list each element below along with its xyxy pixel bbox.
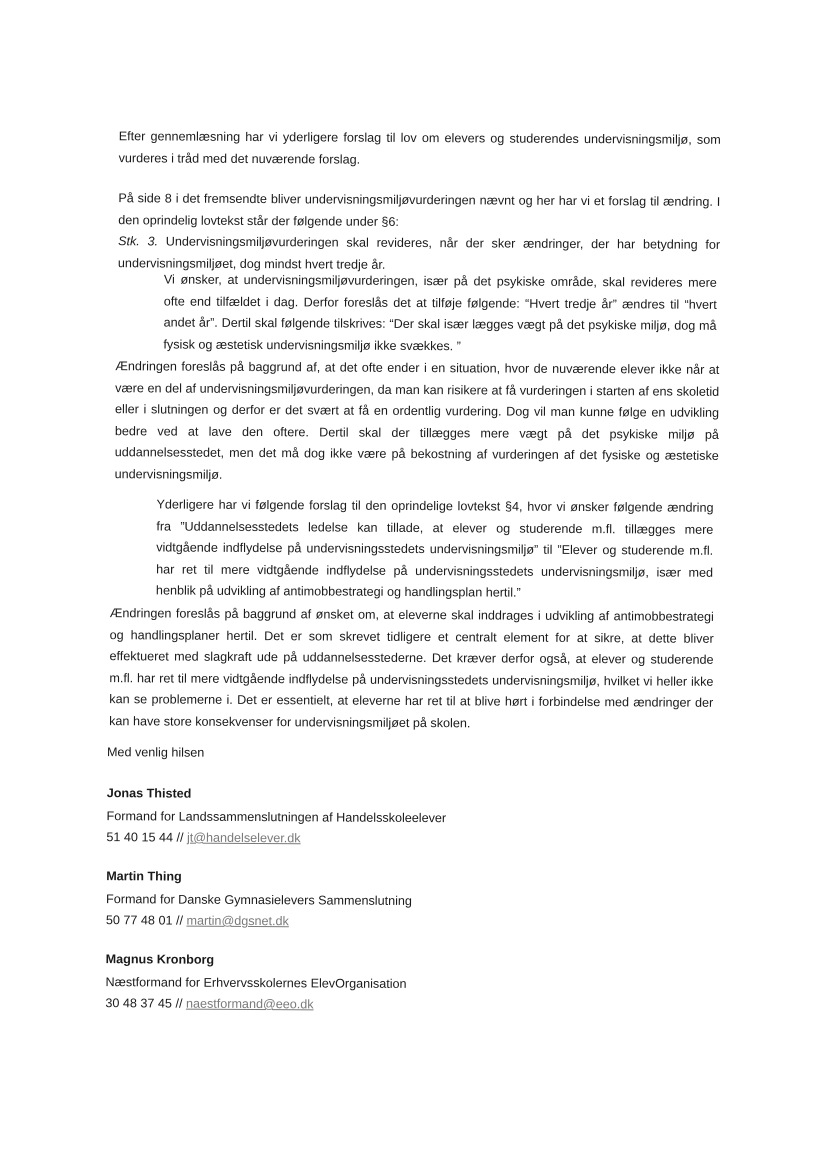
signatory-contact — [105, 993, 313, 1016]
proposal2-quote: Yderligere har vi følgende forslag til den oprindelige lovtekst §4, hvor vi ønsker følgende ændring fra ”Uddannelsesstedets ledelse kan tillade, at elever og studerende m.fl. tillægges mere vidtgående indflydelse på undervisningsstedets undervisningsmiljø” til ”Elever og studerende m.fl. har ret til mere vidtgående indflydelse på undervisningsstedets undervisningsmiljø, især med henblik på udvikling af antimobbestrategi og handlingsplan hertil.” — [155, 497, 714, 600]
signatory-phone: 30 48 37 45 // — [105, 996, 187, 1011]
stk3-label: Stk. 3. — [118, 234, 159, 249]
signatory-contact — [106, 910, 289, 933]
signatory-contact — [106, 827, 300, 850]
intro-paragraph: Efter gennemlæsning har vi yderligere forslag til lov om elevers og studerendes undervisningsmiljø, som vurderes i tråd med det nuværende forslag. — [118, 129, 721, 167]
proposal1-quote: Vi ønsker, at undervisningsmiljøvurderingen, især på det psykiske område, skal revideres mere ofte end tilfældet i dag. Derfor foreslås det at tilføje følgende: “Hvert tredje år” ændres til “hvert andet år”. Dertil skal følgende tilskrives: “Der skal især lægges vægt på det psykiske miljø, dog må fysisk og æstetisk undervisningsmiljø ikke svækkes. ” — [163, 272, 717, 353]
signatory-title: Formand for Danske Gymnasielevers Sammenslutning — [106, 892, 412, 908]
signatory-email-link[interactable]: jt@handelselever.dk — [186, 830, 301, 846]
signatory-name: Magnus Kronborg — [105, 952, 215, 967]
signatory-title: Formand for Landssammenslutningen af Handelsskoleelever — [106, 809, 447, 826]
signatory-email-link[interactable]: martin@dgsnet.dk — [186, 913, 289, 929]
signatory-title: Næstformand for Erhvervsskolernes ElevOrganisation — [105, 975, 407, 991]
signatory-phone: 50 77 48 01 // — [105, 913, 187, 928]
signatory-name: Jonas Thisted — [106, 786, 192, 801]
signatory-name: Martin Thing — [106, 869, 182, 884]
proposal2-reason: Ændringen foreslås på baggrund af ønsket om, at eleverne skal inddrages i udvikling af antimobbestrategi og handlingsplaner hertil. Det er som skrevet tidligere et centralt element for at sikre, at dette bliver effektueret med slagkraft ude på uddannelsesstederne. Det kræver derfor også, at elever og studerende m.fl. har ret til mere vidtgående indflydelse på undervisningsstedets undervisningsmiljø, hvilket vi heller ikke kan se problemerne i. Det er essentielt, at eleverne har ret til at blive hørt i forbindelse med ændringer der kan have store konsekvenser for undervisningsmiljøet på skolen. — [109, 606, 714, 730]
signatory-phone: 51 40 15 44 // — [106, 830, 188, 845]
closing-line: Med venlig hilsen — [106, 745, 205, 760]
stk3-text: Undervisningsmiljøvurderingen skal revideres, når der sker ændringer, der har betydning for undervisningsmiljøet, dog mindst hvert tredje år. — [117, 234, 721, 272]
side8-paragraph: På side 8 i det fremsendte bliver undervisningsmiljøvurderingen nævnt og her har vi et forslag til ændring. I den oprindelig lovtekst står der følgende under §6: — [118, 191, 721, 229]
proposal1-reason: Ændringen foreslås på baggrund af, at det ofte ender i en situation, hvor de nuværende elever ikke når at være en del af undervisningsmiljøvurderingen, da man kan risikere at få vurderingen i starten af ens skoletid eller i slutningen og derfor er det svært at få en ordentlig vurdering. Dog vil man kunne følge en udvikling bedre ved at lave den oftere. Dertil skal der tillægges mere vægt på det psykiske miljø på uddannelsesstedet, men det må dog ikke være på bekostning af vurderingen af det fysiske og æstetiske undervisningsmiljø. — [114, 359, 720, 482]
signatory-email-link[interactable]: naestformand@eeo.dk — [185, 996, 314, 1012]
